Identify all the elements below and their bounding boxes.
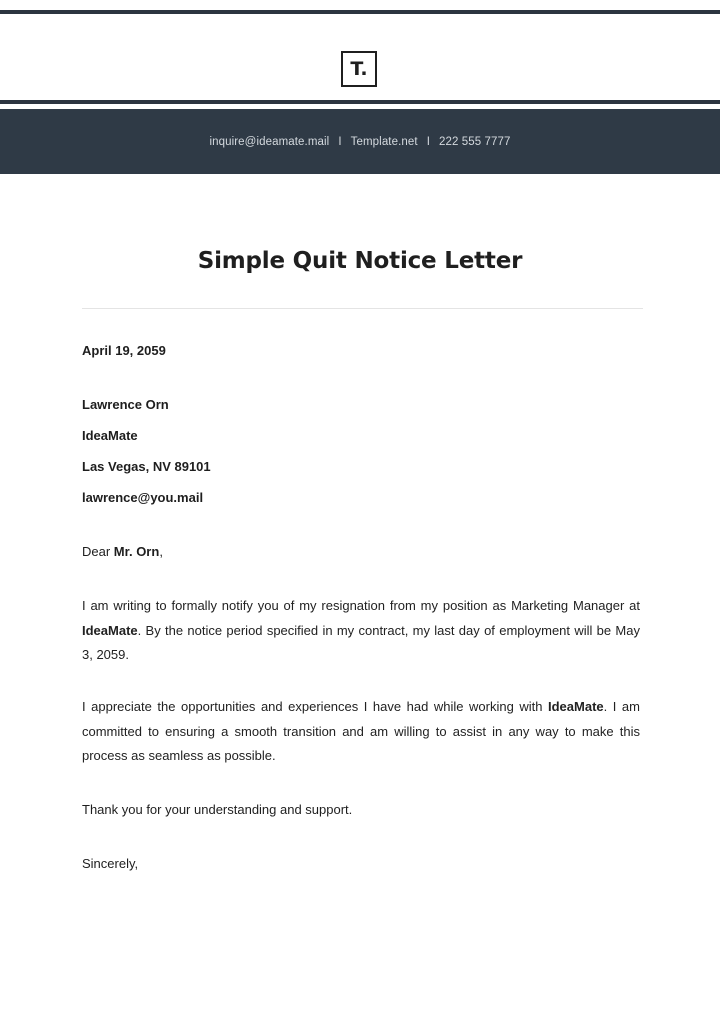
contact-bar <box>0 109 720 174</box>
body-paragraph-1 <box>82 594 640 668</box>
paragraph-2-text-a: I appreciate the opportunities and experiences I have had while working with <box>82 699 548 714</box>
salutation-name: Mr. Orn <box>113 544 160 559</box>
paragraph-1-text-b: . By the notice period specified in my contract, my last day of employment will be May 3, 2059. <box>82 622 640 662</box>
recipient-company: IdeaMate <box>82 428 138 443</box>
contact-separator: I <box>338 135 342 148</box>
body-paragraph-3: Thank you for your understanding and support. <box>82 802 353 817</box>
recipient-email: lawrence@you.mail <box>82 490 204 505</box>
header-top-rule <box>0 10 720 14</box>
salutation <box>82 544 163 559</box>
contact-separator: I <box>426 135 430 148</box>
letter-date: April 19, 2059 <box>82 343 166 358</box>
contact-email: inquire@ideamate.mail <box>209 135 330 148</box>
paragraph-1-company: IdeaMate <box>82 622 138 638</box>
contact-website: Template.net <box>350 135 418 148</box>
letter-title: Simple Quit Notice Letter <box>197 248 523 274</box>
recipient-name: Lawrence Orn <box>82 397 169 412</box>
contact-phone: 222 555 7777 <box>438 135 511 148</box>
recipient-address: Las Vegas, NV 89101 <box>82 459 211 474</box>
closing: Sincerely, <box>82 856 139 871</box>
salutation-prefix: Dear <box>82 544 114 559</box>
paragraph-1-text-a: I am writing to formally notify you of my resignation from my position as Marketing Manager at <box>82 598 640 613</box>
body-paragraph-2 <box>82 695 640 769</box>
salutation-suffix: , <box>159 544 163 559</box>
paragraph-2-company: IdeaMate <box>548 699 604 714</box>
template-logo <box>341 51 377 87</box>
title-divider <box>82 308 643 309</box>
header-bottom-rule <box>0 100 720 104</box>
paragraph-2-text-b: . I am committed to ensuring a smooth transition and am willing to assist in any way to make this process as seamless as possible. <box>82 699 640 763</box>
logo-text: T. <box>350 58 368 80</box>
